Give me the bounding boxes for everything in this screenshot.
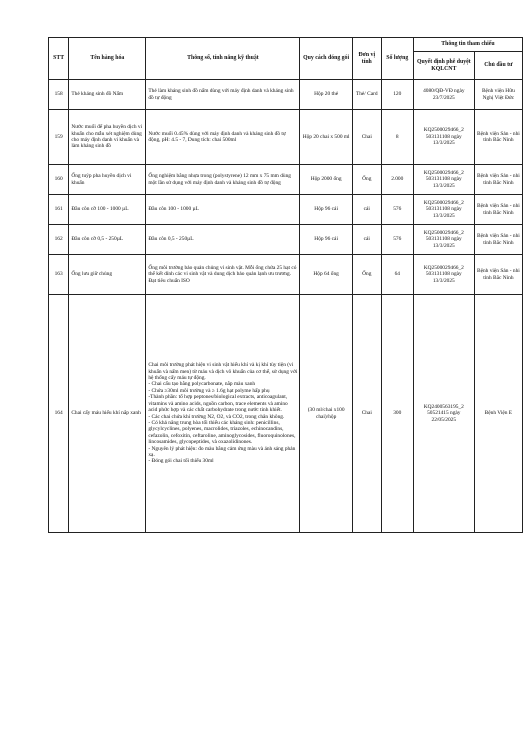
row-spec — [146, 195, 300, 225]
row-quantity: 2.000 — [381, 165, 413, 195]
row-spec — [146, 255, 300, 295]
row-decision: KQ2500029466_2 503131108 ngày 13/3/2025 — [413, 225, 474, 255]
row-investor: Bệnh viện Hữu Nghị Việt Đức — [474, 80, 522, 110]
row-packaging: Hộp 96 cái — [300, 225, 352, 255]
spec-line: - Các chai chứa khí trường N2, O2, và CO2, trong chân không. — [148, 413, 285, 420]
row-investor: Bệnh viện Sản - nhi tỉnh Bắc Ninh — [474, 110, 522, 165]
row-investor: Bệnh viện Sản - nhi tỉnh Bắc Ninh — [474, 255, 522, 295]
row-goods-name: Nước muối để pha huyền dịch vi khuẩn cho mẫu xét nghiệm dùng cho máy định danh vi khuẩn và làm kháng sinh đồ — [69, 110, 146, 165]
row-quantity: 300 — [381, 295, 413, 533]
spec-line: - Nguyên lý phát hiện: đo màu bằng cảm ứng màu và ánh sáng phản xạ. — [148, 445, 296, 458]
row-spec — [146, 80, 300, 110]
spec-line: Thẻ làm kháng sinh đồ nấm dùng với máy định danh và kháng sinh đồ tự động — [148, 88, 294, 101]
table-body — [49, 80, 523, 533]
table-row — [49, 110, 523, 165]
row-investor: Bệnh viện Sản - nhi tỉnh Bắc Ninh — [474, 225, 522, 255]
header-quantity: Số lượng — [381, 38, 413, 80]
row-quantity: 576 — [381, 225, 413, 255]
row-decision: KQ2500029466_2 503131108 ngày 13/3/2025 — [413, 255, 474, 295]
row-packaging: Hộp 20 thẻ — [300, 80, 352, 110]
spec-line: Ống nghiệm bằng nhựa trong (polystyrene) 12 mm x 75 mm dùng một lần sử dụng với máy định danh và kháng sinh đồ tự động — [148, 173, 291, 186]
header-specifications: Thông số, tính năng kỹ thuật — [146, 38, 300, 80]
row-stt: 158 — [49, 80, 69, 110]
row-goods-name: Ống tuýp pha huyền dịch vi khuẩn — [69, 165, 146, 195]
row-packaging: Hộp 96 cái — [300, 195, 352, 225]
row-goods-name: Đầu côn cỡ 100 - 1000 µL — [69, 195, 146, 225]
procurement-table-page — [48, 37, 523, 533]
table-header — [49, 38, 523, 80]
row-spec — [146, 295, 300, 533]
spec-line: -Thành phần: tổ hợp peptones/biological extracts, anticoagulant, vitamins và amino acids, nguồn carbon, trace elements và amino acid phức hợp và các chất carbohydrate trong nước tinh khiết. — [148, 394, 288, 414]
row-investor: Bệnh Viện E — [474, 295, 522, 533]
header-investor: Chủ đầu tư — [474, 52, 522, 80]
row-decision: KQ2500029466_2 503131108 ngày 13/3/2025 — [413, 110, 474, 165]
row-decision: KQ2400563195_2 50521415 ngày 22/05/2025 — [413, 295, 474, 533]
spec-line: Nước muối 0.45% dùng với máy định danh và kháng sinh đồ tự động, pH: 4.5 - 7, Dung tích: chai 500ml — [148, 130, 286, 143]
header-reference-info: Thông tin tham chiếu — [413, 38, 522, 52]
spec-line: Chai môi trường phát hiện vi sinh vật hiếu khí và kị khí tùy tiện (vi khuẩn và nấm men) từ máu và dịch vô khuẩn của cơ thể, sử dụng với hệ thống cấy máu tự động. — [148, 362, 298, 382]
goods-reference-table — [48, 37, 523, 533]
row-unit: Thẻ/ Card — [352, 80, 381, 110]
row-stt: 159 — [49, 110, 69, 165]
row-investor: Bệnh viện Sản - nhi tỉnh Bắc Ninh — [474, 165, 522, 195]
row-unit: Ống — [352, 165, 381, 195]
table-row — [49, 255, 523, 295]
row-quantity: 120 — [381, 80, 413, 110]
row-packaging: (30 ml/chai x100 chai)/hộp — [300, 295, 352, 533]
spec-line: Đầu côn 100 - 1000 µL — [148, 206, 199, 213]
row-packaging: Hộp 2000 ống — [300, 165, 352, 195]
row-unit: cái — [352, 195, 381, 225]
row-investor: Bệnh viện Sản - nhi tỉnh Bắc Ninh — [474, 195, 522, 225]
table-row — [49, 165, 523, 195]
table-row — [49, 195, 523, 225]
table-row — [49, 80, 523, 110]
row-spec — [146, 110, 300, 165]
row-quantity: 64 — [381, 255, 413, 295]
row-quantity: 8 — [381, 110, 413, 165]
spec-line: - Đóng gói chai tối thiểu 30ml — [148, 458, 214, 465]
row-unit: Ống — [352, 255, 381, 295]
header-stt: STT — [49, 38, 69, 80]
spec-line: - Có khả năng trung hòa tối thiểu các kháng sinh: penicillins, glycylcyclines, polyenes, macrolides, triazoles, echinocandins, cefazolin, cefoxitin, ceftaroline, aminoglycosides, fluoroquinolones, lincosamides, glycopeptides, và oxazolidinones. — [148, 419, 296, 446]
header-goods-name: Tên hàng hóa — [69, 38, 146, 80]
spec-line: - Chứa ≥30ml môi trường và ≥ 1.6g hạt polyme hấp phụ — [148, 387, 270, 394]
header-decision: Quyết định phê duyệt KQLCNT — [413, 52, 474, 80]
table-row — [49, 225, 523, 255]
row-stt: 164 — [49, 295, 69, 533]
table-row — [49, 295, 523, 533]
row-decision: KQ2500029466_2 503131108 ngày 13/3/2025 — [413, 165, 474, 195]
row-goods-name: Thẻ kháng sinh đồ Nấm — [69, 80, 146, 110]
row-decision: 4080/QĐ-VĐ ngày 23/7/2025 — [413, 80, 474, 110]
row-goods-name: Đầu côn cỡ 0,5 - 250µL — [69, 225, 146, 255]
row-quantity: 576 — [381, 195, 413, 225]
row-spec — [146, 165, 300, 195]
row-spec — [146, 225, 300, 255]
row-decision: KQ2500029466_2 503131108 ngày 13/3/2025 — [413, 195, 474, 225]
row-stt: 162 — [49, 225, 69, 255]
spec-line: Ống môi trường bảo quản chủng vi sinh vật. Mỗi ống chứa 25 hạt có thể kết dính các vi sinh vật và dung dịch bảo quản lạnh ưu trương. Đạt tiêu chuẩn ISO — [148, 264, 297, 284]
row-goods-name: Ống lưu giữ chủng — [69, 255, 146, 295]
row-packaging: Hộp 20 chai x 500 ml — [300, 110, 352, 165]
row-unit: Chai — [352, 110, 381, 165]
row-packaging: Hộp 64 ống — [300, 255, 352, 295]
spec-line: - Chai cấu tạo bằng polycarbonate, nắp màu xanh — [148, 381, 256, 388]
row-stt: 163 — [49, 255, 69, 295]
header-packaging: Quy cách đóng gói — [300, 38, 352, 80]
row-stt: 160 — [49, 165, 69, 195]
row-stt: 161 — [49, 195, 69, 225]
row-unit: Chai — [352, 295, 381, 533]
header-unit: Đơn vị tính — [352, 38, 381, 80]
spec-line: Đầu côn 0,5 - 250µL — [148, 236, 194, 243]
row-unit: cái — [352, 225, 381, 255]
row-goods-name: Chai cấy máu hiếu khí nắp xanh — [69, 295, 146, 533]
